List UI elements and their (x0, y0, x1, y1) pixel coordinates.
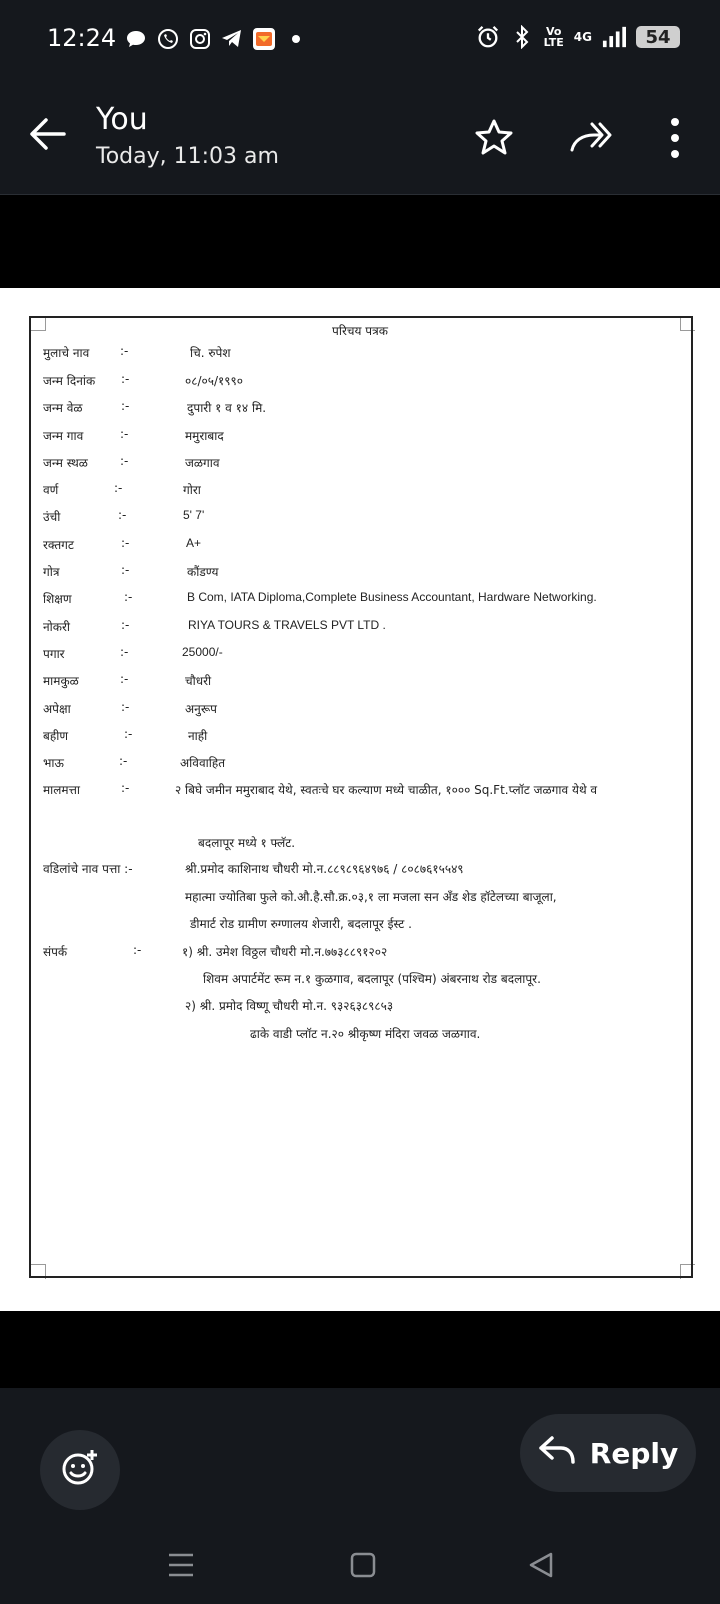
field-value: 5' 7' (183, 508, 205, 522)
field-separator: :- (121, 618, 130, 632)
instagram-icon (188, 26, 212, 52)
field-separator: :- (121, 372, 130, 386)
contact1-line-1: १) श्री. उमेश विठ्ठल चौधरी मो.न.७७३८८९१२०२ (182, 945, 388, 959)
field-value: २ बिघे जमीन ममुराबाद येथे, स्वतःचे घर कल्याण मध्ये चाळीत, १००० Sq.Ft.प्लॉट जळगाव येथे व (175, 783, 598, 797)
field-label: जन्म दिनांक (43, 374, 96, 388)
battery-icon: 54 (636, 26, 680, 48)
father-line-2: महात्मा ज्योतिबा फुले को.औ.है.सौ.क्र.०३,१ ला मजला सन अँड शेड हॉटेलच्या बाजूला, (185, 890, 557, 904)
home-nav-icon[interactable] (348, 1550, 388, 1590)
sender-name: You (96, 102, 148, 137)
field-label: वर्ण (43, 483, 59, 497)
field-label: रक्तगट (43, 538, 74, 552)
field-separator: :- (121, 781, 130, 795)
field-label: नोकरी (43, 620, 71, 634)
field-value: कौंडण्य (187, 565, 219, 579)
system-icons (476, 24, 680, 50)
contact2-line-1: २) श्री. प्रमोद विष्णू चौधरी मो.न. ९३२६३८९८५३ (185, 999, 394, 1013)
contact-label: संपर्क (43, 945, 68, 959)
emoji-add-icon (60, 1448, 100, 1492)
message-timestamp: Today, 11:03 am (96, 144, 279, 169)
reply-label: Reply (589, 1436, 679, 1470)
bluetooth-icon (510, 24, 534, 50)
field-separator: :- (120, 672, 129, 686)
field-label: पगार (43, 647, 65, 661)
father-label: वडिलांचे नाव पत्ता :- (43, 862, 133, 876)
field-label: जन्म गाव (43, 429, 84, 443)
field-label: मालमत्ता (43, 783, 80, 797)
chat-bubble-icon (124, 26, 148, 52)
reply-button[interactable] (520, 1414, 696, 1492)
field-separator: :- (121, 536, 130, 550)
star-icon[interactable] (474, 118, 514, 158)
field-value: B Com, IATA Diploma,Complete Business Accountant, Hardware Networking. (187, 590, 597, 604)
forward-icon[interactable] (568, 118, 614, 158)
network-type: 4G (573, 30, 592, 44)
field-label: उंची (43, 510, 61, 524)
dot-icon (284, 26, 308, 52)
field-separator: :- (121, 700, 130, 714)
field-value: दुपारी १ व १४ मि. (187, 401, 267, 415)
field-separator: :- (120, 427, 129, 441)
field-separator: :- (120, 645, 129, 659)
field-value: चौधरी (185, 674, 212, 688)
more-vert-icon[interactable] (662, 116, 688, 160)
menu-nav-icon[interactable] (166, 1550, 206, 1590)
telegram-icon (220, 26, 244, 52)
field-label: बहीण (43, 729, 69, 743)
field-value: नाही (188, 729, 208, 743)
field-label: अपेक्षा (43, 702, 71, 716)
document-title: परिचय पत्रक (332, 324, 388, 338)
emoji-reaction-button[interactable] (40, 1430, 120, 1510)
app-icon (252, 26, 276, 52)
field-label: शिक्षण (43, 592, 72, 606)
field-separator: :- (118, 508, 127, 522)
field-value: गोरा (183, 483, 201, 497)
field-separator: :- (124, 590, 133, 604)
notification-icons (124, 26, 308, 52)
field-value: अविवाहित (180, 756, 226, 770)
field-separator: :- (114, 481, 123, 495)
signal-icon (602, 24, 626, 50)
field-value: ०८/०५/१९९० (185, 374, 244, 388)
field-separator: :- (120, 344, 129, 358)
contact2-line-2: ढाके वाडी प्लॉट न.२० श्रीकृष्ण मंदिरा जवळ जळगाव. (250, 1027, 481, 1041)
field-value: अनुरूप (185, 702, 217, 716)
field-value: जळगाव (185, 456, 220, 470)
field-value: RIYA TOURS & TRAVELS PVT LTD . (188, 618, 386, 632)
status-time: 12:24 (47, 24, 117, 52)
field-label: मामकुळ (43, 674, 79, 688)
field-value: A+ (186, 536, 202, 550)
field-label: भाऊ (43, 756, 64, 770)
status-bar (0, 0, 720, 82)
field-separator: :- (120, 454, 129, 468)
back-nav-icon[interactable] (526, 1550, 566, 1590)
field-value: 25000/- (182, 645, 223, 659)
attachment-image[interactable] (0, 288, 720, 1311)
back-arrow-icon[interactable] (28, 114, 68, 154)
field-label: जन्म स्थळ (43, 456, 88, 470)
field-label: मुलाचे नाव (43, 346, 90, 360)
contact1-line-2: शिवम अपार्टमेंट रूम न.१ कुळगाव, बदलापूर (पश्चिम) अंबरनाथ रोड बदलापूर. (203, 972, 541, 986)
whatsapp-icon (156, 26, 180, 52)
system-nav-bar (0, 1538, 720, 1598)
field-separator: :- (121, 399, 130, 413)
alarm-icon (476, 24, 500, 50)
reply-arrow-icon (538, 1435, 576, 1472)
bottom-bar (0, 1388, 720, 1604)
father-line-3: डीमार्ट रोड ग्रामीण रुग्णालय शेजारी, बदलापूर ईस्ट . (190, 917, 412, 931)
message-header (0, 82, 720, 195)
field-value: ममुराबाद (185, 429, 224, 443)
contact-sep: :- (133, 943, 142, 957)
volte-indicator: Vo LTE (543, 25, 564, 49)
field-separator: :- (119, 754, 128, 768)
field-label: जन्म वेळ (43, 401, 83, 415)
field-value: चि. रुपेश (190, 346, 231, 360)
property-line-2: बदलापूर मध्ये १ फ्लॅट. (198, 836, 296, 850)
field-label: गोत्र (43, 565, 60, 579)
field-separator: :- (121, 563, 130, 577)
father-line-1: श्री.प्रमोद काशिनाथ चौधरी मो.न.८८९८९६४९७६ / ८०८७६१५५४९ (185, 862, 464, 876)
field-separator: :- (124, 727, 133, 741)
